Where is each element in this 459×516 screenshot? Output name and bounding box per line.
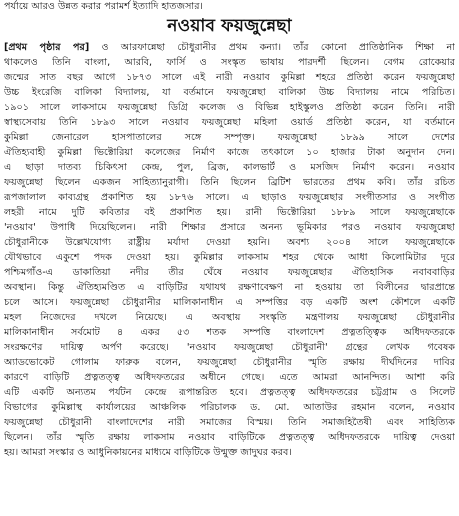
article-line: রূপজালাল কাব্যগ্রন্থ প্রকাশিত হয় ১৮৭৬ সালে। এ ছাড়াও ফয়জুন্নেছার সংগীতসার ও সংগীত bbox=[4, 192, 455, 203]
article-line: ছিলেন। তাঁর স্মৃতি রক্ষায় লাকসাম নওয়াব বাড়িটিকে প্রত্নতত্ত্ব অধিদফতরকে দায়িত্ব দেওয়া bbox=[4, 432, 455, 443]
previous-article-tail: পর্যায়ে আরও উন্নত করার পরামর্শ ইত্যাদি হাতজসার। bbox=[4, 1, 203, 12]
article-headline: নওয়াব ফয়জুন্নেছা bbox=[167, 16, 292, 36]
article-line: চলে আসে। ফয়জুন্নেছা চৌধুরানীর মালিকানাধীন এ সম্পত্তির বড় একটি অংশ কৌশলে একটি bbox=[4, 297, 455, 308]
article-line: উচ্চ ইংরেজি বালিকা বিদ্যালয়, যা বর্তমানে ফয়জুন্নেছা বালিকা উচ্চ বিদ্যালয় নামে পরিচিত। bbox=[4, 87, 455, 98]
article-line: যৌথভাবে একুশে পদক দেওয়া হয়। কুমিল্লার লাকসাম শহর থেকে আধা কিলোমিটার দূরে bbox=[4, 252, 455, 263]
article-line: স্বাস্থ্যসেবায় তিনি ১৮৯৩ সালে নওয়াব ফয়জুন্নেছা মহিলা ওয়ার্ড প্রতিষ্ঠা করেন, যা বর্তমানে bbox=[4, 117, 455, 128]
article-line: [প্রথম পৃষ্ঠার পর] ও আরফান্নেছা চৌধুরানীর প্রথম কন্যা। তাঁর কোনো প্রাতিষ্ঠানিক শিক্ষা না bbox=[4, 42, 455, 53]
article-line: কুমিল্লা জেনারেল হাসপাতালের সঙ্গে সম্পৃক্ত। ফয়জুন্নেছা ১৮৯৯ সালে দেশের bbox=[4, 132, 455, 143]
article-line: ফয়জুন্নেছা চৌধুরানী বাংলাদেশের নারী সমাজের বিস্ময়। তিনি সমাজহিতৈষী এবং সাহিত্যিক bbox=[4, 417, 455, 428]
article-line: 'নওয়াব' উপাধি দিয়েছিলেন। নারী শিক্ষার প্রসারে অনন্য ভূমিকার পরও নওয়াব ফয়জুন্নেছা bbox=[4, 222, 455, 233]
article-line: থাকলেও তিনি বাংলা, আরবি, ফার্সি ও সংস্কৃত ভাষায় পারদর্শী ছিলেন। বেগম রোকেয়ার bbox=[4, 57, 455, 68]
article-line: জন্মের সাত বছর আগে ১৮৭৩ সালে এই নারী নওয়াব কুমিল্লা শহরে প্রতিষ্ঠা করেন ফয়জুন্নেছা bbox=[4, 72, 455, 83]
article-line: এটি একটি অন্যতম পর্যটন কেন্দ্রে রূপান্তরিত হবে। প্রত্নতত্ত্ব অধিদফতরের চট্টগ্রাম ও সিলেট bbox=[4, 387, 455, 398]
article-line: হয়। আমরা সংস্কার ও আধুনিকায়নের মাধ্যমে বাড়িটিকে উন্মুক্ত জাদুঘর করব। bbox=[4, 447, 292, 458]
article-line: ১৯০১ সালে লাকসামে ফয়জুন্নেছা ডিগ্রি কলেজ ও বিভিন্ন হাইস্কুলও প্রতিষ্ঠা করেন তিনি। নারী bbox=[4, 102, 455, 113]
article-line: ফয়জুন্নেছা ছিলেন একজন সাহিত্যানুরাগী। তিনি ছিলেন ব্রিটিশ ভারতের প্রথম কবি। তাঁর রচিত bbox=[4, 177, 455, 188]
article-line: এ ছাড়া দাতব্য চিকিৎসা কেন্দ্র, পুল, ব্রিজ, কালভার্ট ও মসজিদ নির্মাণ করেন। নওয়াব bbox=[4, 162, 455, 173]
article-line: অ্যাডভোকেট গোলাম ফারুক বলেন, ফয়জুন্নেছা চৌধুরানীর স্মৃতি রক্ষায় দীর্ঘদিনের দাবির bbox=[4, 357, 455, 368]
article-line: কারণে বাড়িটি প্রত্নতত্ত্ব অধিদফতরের অধীনে গেছে। এতে আমরা আনন্দিত। আশা করি bbox=[4, 372, 455, 383]
article-body bbox=[4, 40, 455, 514]
article-line: পশ্চিমগাঁও-এ ডাকাতিয়া নদীর তীর ঘেঁষে নওয়াব ফয়জুন্নেছার ঐতিহাসিক নবাববাড়ির bbox=[4, 267, 455, 278]
article-line: অবস্থান। কিন্তু ঐতিহ্যমণ্ডিত এ বাড়িটির যথাযথ রক্ষণাবেক্ষণ না হওয়ায় তা বিলীনের দ্বারপ্রান্তে bbox=[4, 282, 455, 293]
article-line: সংরক্ষণের দায়িত্ব অর্পণ করেছে। 'নওয়াব ফয়জুন্নেছা চৌধুরানী' গ্রন্থের লেখক গবেষক bbox=[4, 342, 455, 353]
article-line: বিভাগের কুমিল্লাস্থ কার্যালয়ের আঞ্চলিক পরিচালক ড. মো. আতাউর রহমান বলেন, নওয়াব bbox=[4, 402, 455, 413]
continued-from-front-page-tag: [প্রথম পৃষ্ঠার পর] bbox=[4, 42, 90, 53]
article-line: লহরী নামে দুটি কবিতার বই প্রকাশিত হয়। রানী ভিক্টোরিয়া ১৮৮৯ সালে ফয়জুন্নেছাকে bbox=[4, 207, 455, 218]
article-line: ঐতিহ্যবাহী কুমিল্লা ভিক্টোরিয়া কলেজের নির্মাণ কাজে তৎকালে ১০ হাজার টাকা অনুদান দেন। bbox=[4, 147, 455, 158]
article-line: মহল নিজেদের দখলে নিয়েছে। এ অবস্থায় সংস্কৃতি মন্ত্রণালয় ফয়জুন্নেছা চৌধুরানীর bbox=[4, 312, 455, 323]
article-line: চৌধুরানীকে উল্লেখযোগ্য রাষ্ট্রীয় মর্যাদা দেওয়া হয়নি। অবশ্য ২০০৪ সালে ফয়জুন্নেছাকে bbox=[4, 237, 455, 248]
article-line: মালিকানাধীন সর্বমোট ৪ একর ৫৩ শতক সম্পত্তি বাংলাদেশ প্রত্নতত্ত্বিক অধিদফতরকে bbox=[4, 327, 455, 338]
